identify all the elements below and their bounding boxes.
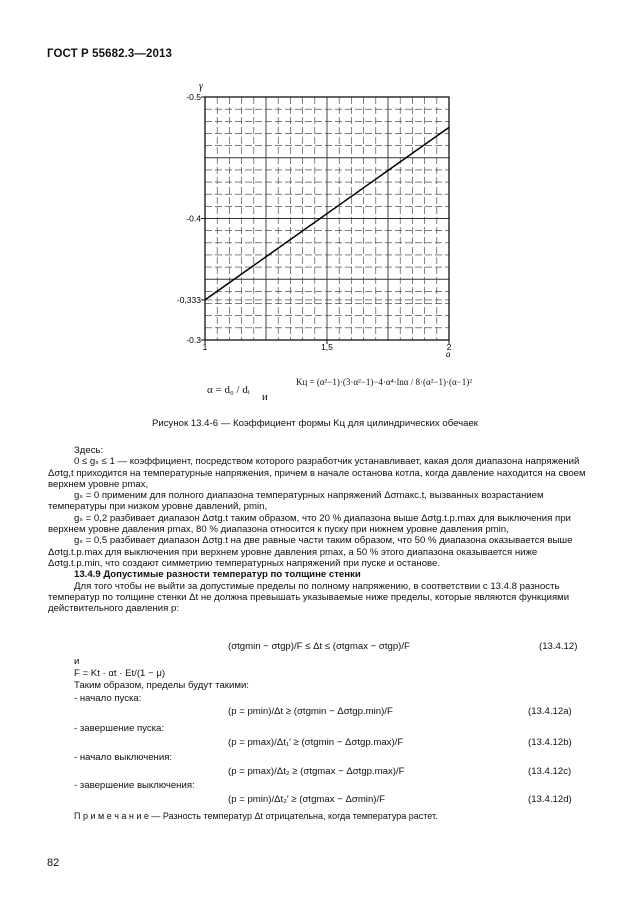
figure-caption: Рисунок 13.4-6 — Коэффициент формы Kц для цилиндрических обечаек [152, 418, 478, 429]
y-tick-label: -0,333 [176, 294, 201, 305]
x-tick-label: 1 [202, 342, 208, 352]
paragraph-gs-0: gₛ = 0 применим для полного диапазона температурных напряжений Δσmaкс.t, вызванных возрастанием температуры при низком уровне давлений, pmin, [48, 490, 544, 513]
x-axis-label: a [446, 349, 451, 359]
equation-F: F = Kt · αt · Et/(1 − μ) [74, 668, 166, 679]
section-heading: 13.4.9 Допустимые разности температур по толщине стенки [74, 569, 361, 581]
paragraph-temperature-limits: Для того чтобы не выйти за допустимые пределы по полному напряжению, в соответствии с 13.4.8 разность температур по толщине стенки Δt не должна превышать указываемые ниже пределы, которые являются функциями действительного давления p: [48, 580, 570, 615]
paragraph-gs-05: gₛ = 0,5 разбивает диапазон Δσtg.t на две равные части таким образом, что 50 % диапазона оказывается выше Δσtg.t.p.max для выключения при верхнем уровне давления pmax, а 50 % этого диапазона оказывается ниже Δσtg.t.p.min, что создают симметрию температурных напряжений при пуске и останове. [48, 535, 573, 569]
y-tick-label: -0.3 [186, 335, 201, 345]
y-axis-label: γ [199, 81, 203, 92]
k-definition: Kц = (α²−1)·(3·α²−1)−4·α⁴·lnα / 8·(α²−1)·(α−1)² [296, 377, 472, 387]
equation-number: (13.4.12b) [528, 737, 572, 748]
label-start-up-end: - завершение пуска: [74, 723, 165, 734]
equation-number: (13.4.12c) [528, 766, 572, 777]
label-shutdown-end: - завершение выключения: [74, 780, 195, 791]
note: П р и м е ч а н и е — Разность температур Δt отрицательна, когда температура растет. [74, 811, 438, 821]
thus-line: Таким образом, пределы будут такими: [74, 680, 249, 691]
equation-number: (13.4.12) [539, 641, 578, 652]
page-number: 82 [47, 857, 60, 869]
equation-13-4-12: (σtgmin − σtgp)/F ≤ Δt ≤ (σtgmax − σtgp)/F [228, 641, 410, 652]
equation-13-4-12b: (p = pmax)/Δt₁′ ≥ (σtgmin − Δσtgp.max)/F [228, 737, 404, 748]
y-tick-label: -0.4 [186, 213, 201, 224]
chart-grid [205, 97, 449, 340]
alpha-definition: α = d₀ / dᵢ [207, 384, 250, 396]
chart [0, 0, 630, 420]
formula-conjunction: и [262, 391, 268, 403]
x-tick-label: 2 [446, 342, 452, 352]
paragraph-gs-02: gₛ = 0,2 разбивает диапазон Δσtg.t таким образом, что 20 % диапазона выше Δσtg.t.p.max для выключения при верхнем уровне давления pmax, 80 % диапазона относится к пуску при нижнем уровне давления pmin, [48, 512, 571, 536]
equation-number: (13.4.12a) [528, 706, 572, 717]
and-word: и [74, 656, 80, 667]
y-tick-label: -0.5 [186, 92, 201, 102]
document-header: ГОСТ Р 55682.3—2013 [47, 48, 172, 60]
equation-13-4-12c: (p = pmax)/Δt₂ ≥ (σtgmax − Δσtgp.max)/F [228, 766, 405, 777]
equation-13-4-12a: (p = pmin)/Δt ≥ (σtgmin − Δσtgp.min)/F [228, 706, 393, 717]
label-shutdown-begin: - начало выключения: [74, 752, 173, 763]
x-tick-label: 1,5 [321, 342, 333, 352]
equation-13-4-12d: (p = pmin)/Δt₂′ ≥ (σtgmax − Δσmin)/F [228, 794, 385, 805]
equation-number: (13.4.12d) [528, 794, 572, 805]
paragraph-gs-definition: 0 ≤ gₛ ≤ 1 — коэффициент, посредством которого разработчик устанавливает, какая доля диапазона напряжений Δσtg,t приходится на температурные напряжения, причем в начале останова котла, когда давление находится на своем верхнем уровне pmax, [48, 456, 586, 490]
label-start-up-begin: - начало пуска: [74, 693, 142, 704]
here-label: Здесь: [74, 445, 104, 456]
